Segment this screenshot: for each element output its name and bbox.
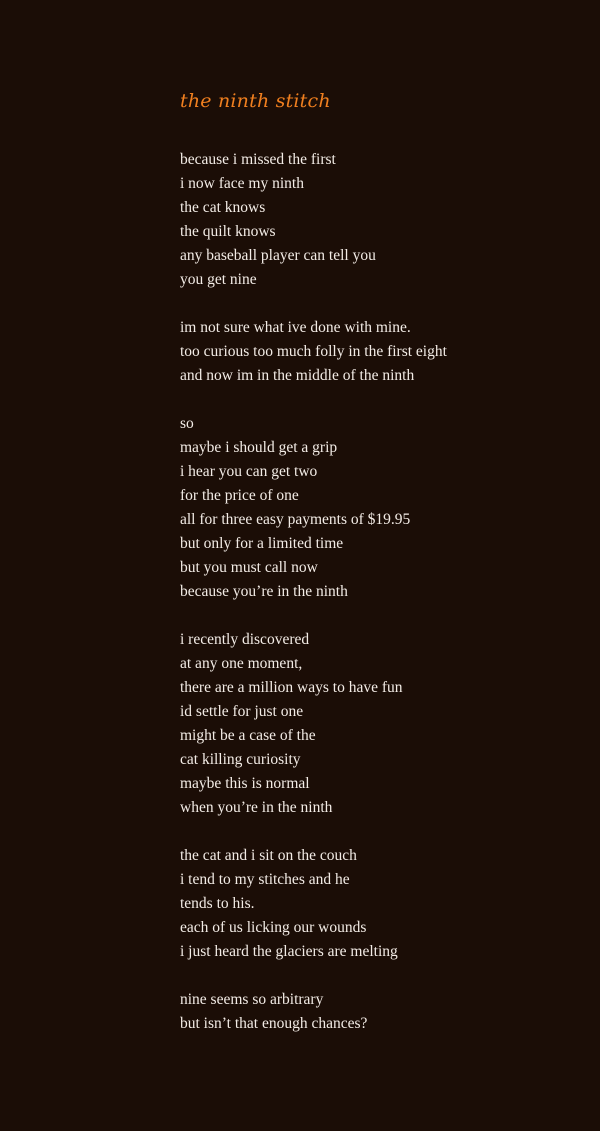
poem-line: when you’re in the ninth (180, 799, 333, 816)
poem-line: maybe i should get a grip (180, 439, 338, 456)
poem (180, 86, 580, 1060)
poem-line: i just heard the glaciers are melting (180, 943, 398, 960)
poem-line: but isn’t that enough chances? (180, 1015, 368, 1032)
poem-line: i now face my ninth (180, 175, 304, 192)
poem-line: cat killing curiosity (180, 751, 301, 768)
poem-line: each of us licking our wounds (180, 919, 367, 936)
stanza-3 (180, 412, 580, 604)
poem-line: the cat knows (180, 199, 266, 216)
stanza-1 (180, 148, 580, 292)
poem-line: because you’re in the ninth (180, 583, 348, 600)
poem-line: at any one moment, (180, 655, 303, 672)
poem-line: too curious too much folly in the first eight (180, 343, 447, 360)
stanza-2 (180, 316, 580, 388)
poem-line: i hear you can get two (180, 463, 318, 480)
poem-line: and now im in the middle of the ninth (180, 367, 415, 384)
poem-line: the cat and i sit on the couch (180, 847, 357, 864)
poem-line: because i missed the first (180, 151, 336, 168)
poem-line: im not sure what ive done with mine. (180, 319, 411, 336)
stanza-5 (180, 844, 580, 964)
poem-line: might be a case of the (180, 727, 316, 744)
stanza-6 (180, 988, 580, 1036)
poem-line: i recently discovered (180, 631, 310, 648)
poem-line: id settle for just one (180, 703, 304, 720)
poem-line: you get nine (180, 271, 257, 288)
poem-line: maybe this is normal (180, 775, 310, 792)
poem-line: any baseball player can tell you (180, 247, 376, 264)
poem-line: all for three easy payments of $19.95 (180, 511, 411, 528)
poem-line: tends to his. (180, 895, 255, 912)
poem-title: the ninth stitch (180, 90, 331, 112)
poem-line: so (180, 415, 194, 432)
poem-line: nine seems so arbitrary (180, 991, 324, 1008)
poem-stanzas (180, 148, 580, 1036)
poem-line: i tend to my stitches and he (180, 871, 350, 888)
poem-line: for the price of one (180, 487, 299, 504)
poem-line: but you must call now (180, 559, 318, 576)
stanza-4 (180, 628, 580, 820)
poem-line: the quilt knows (180, 223, 276, 240)
poem-line: but only for a limited time (180, 535, 344, 552)
poem-line: there are a million ways to have fun (180, 679, 403, 696)
